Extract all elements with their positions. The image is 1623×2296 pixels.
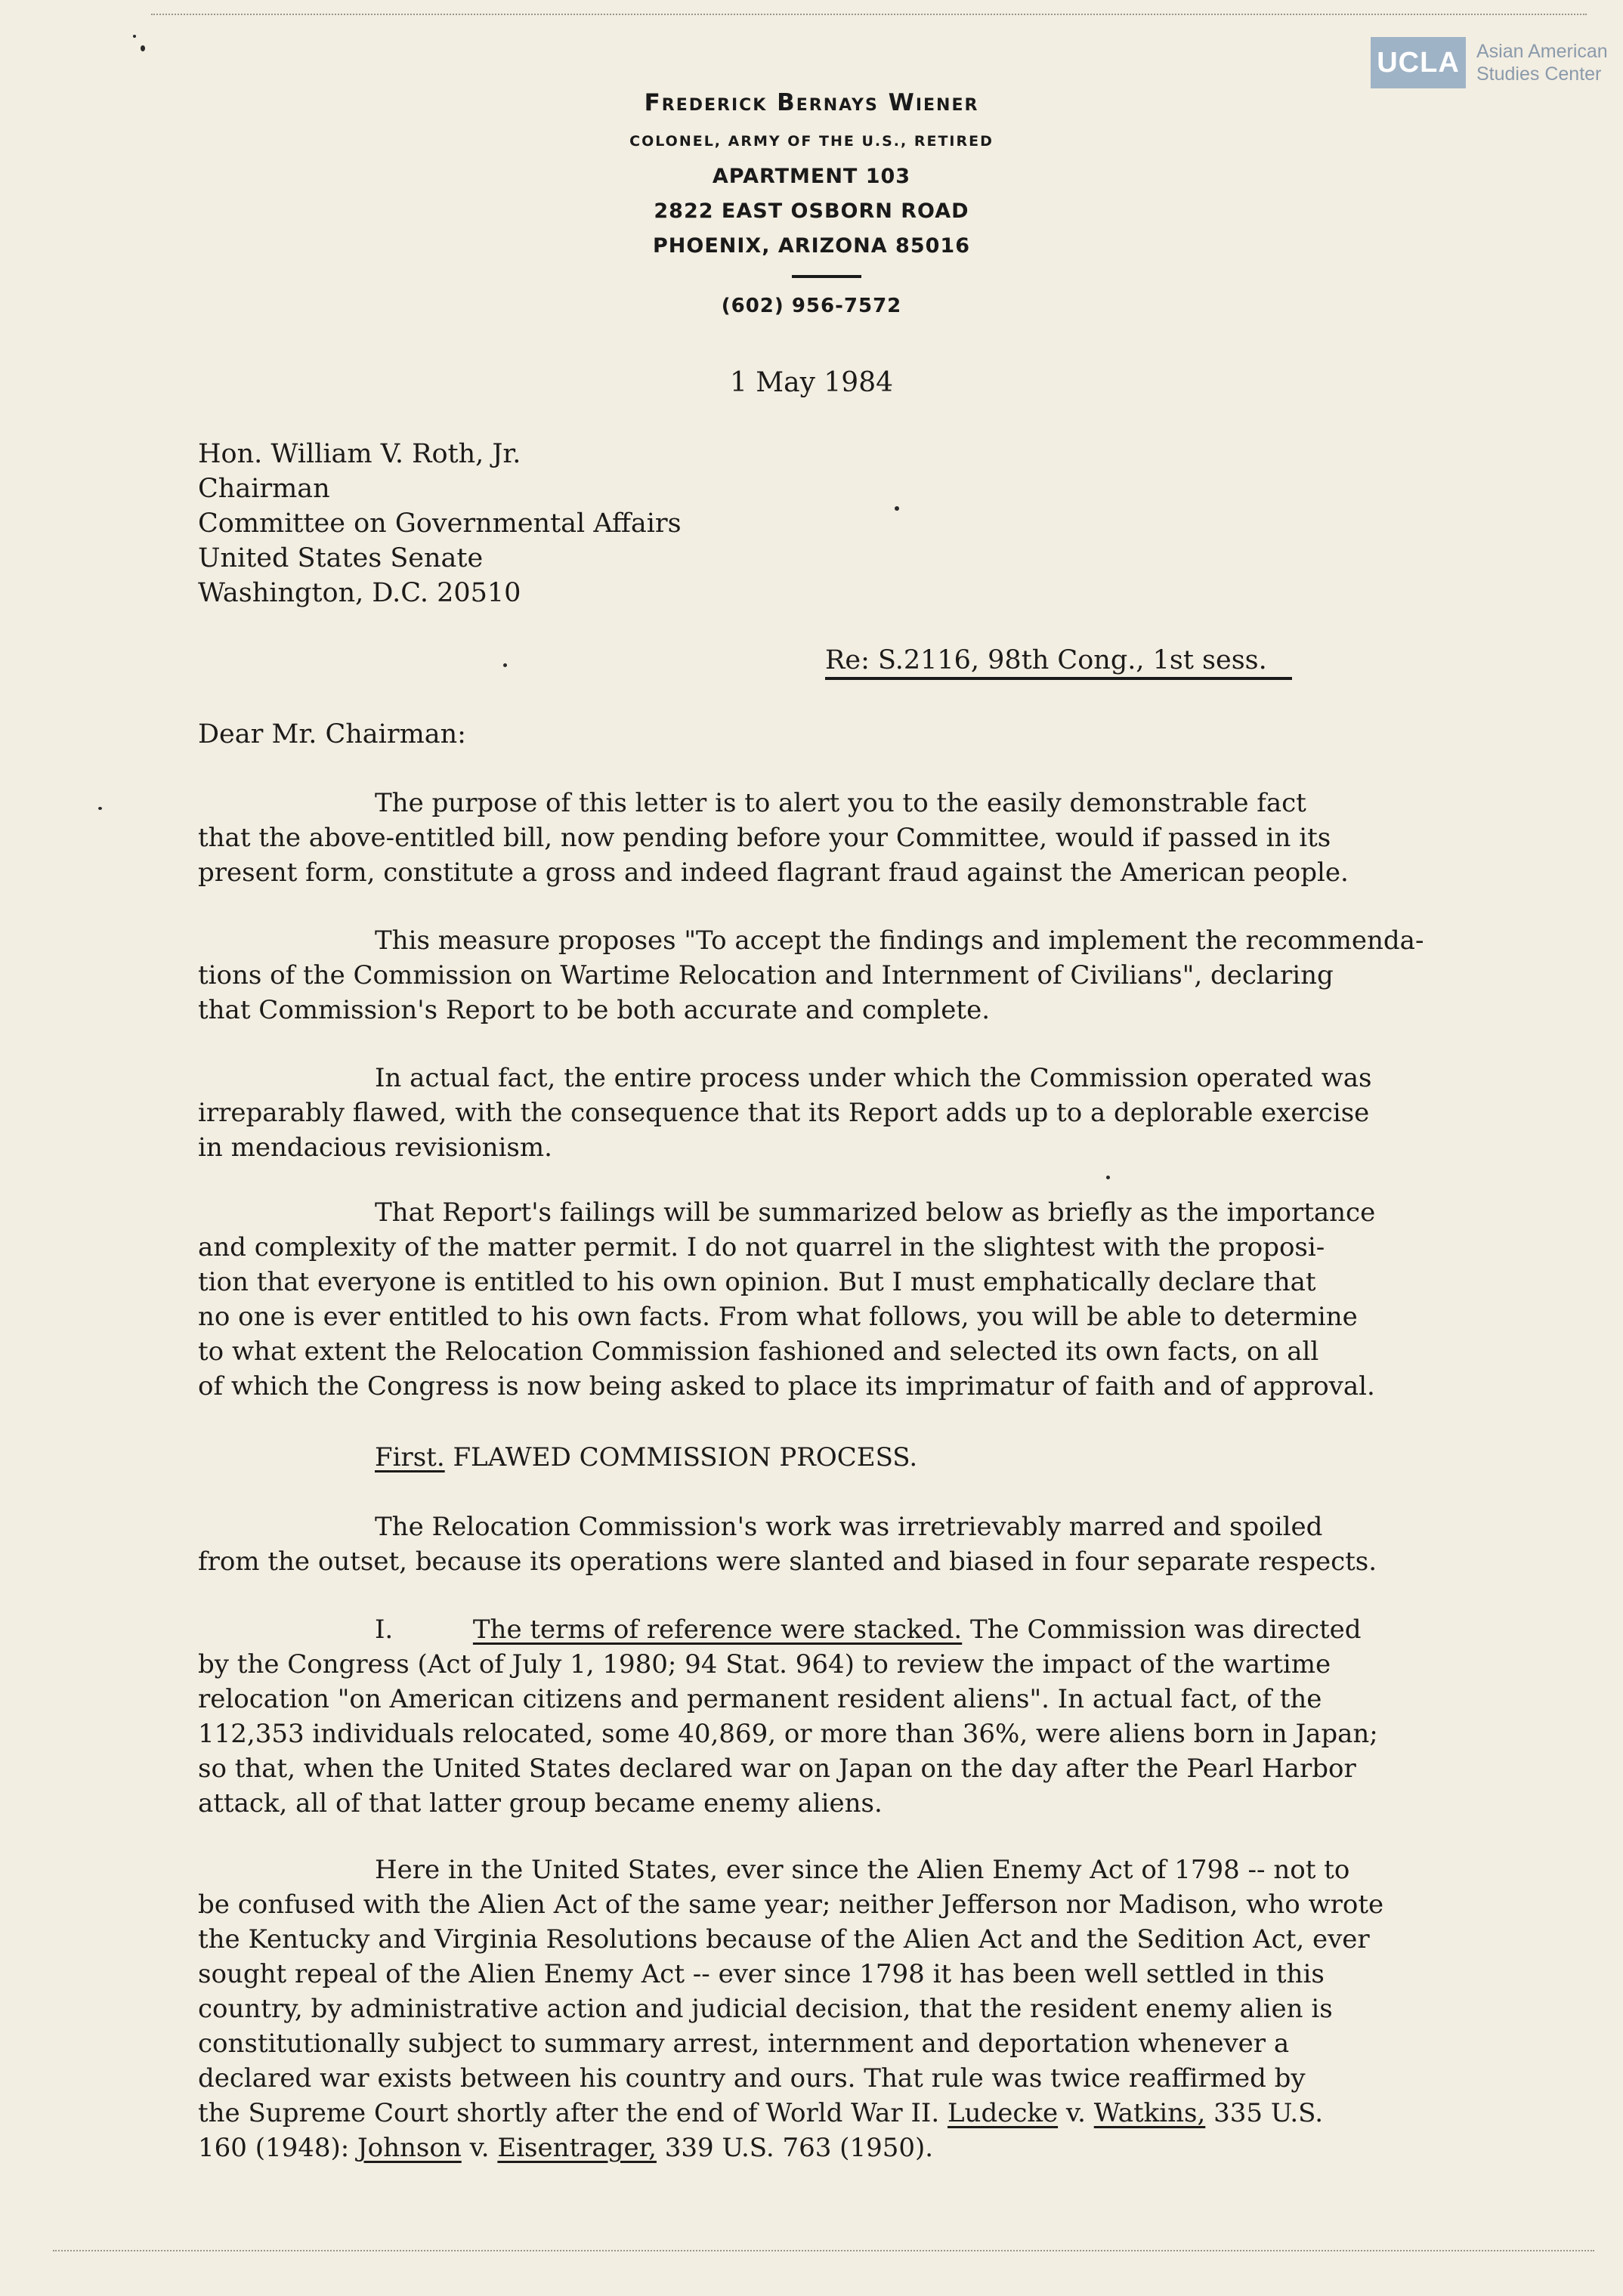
paragraph-alien-enemy-act: Here in the United States, ever since the Alien Enemy Act of 1798 -- not to be confused with the Alien Act of the same year; neither Jefferson nor Madison, who wrote the Kentucky and Virginia Resolutions because of the Alien Act and the Sedition Act, ever sought repeal of the Alien Enemy Act -- ever since 1798 it has been well settled in this country, by administrative action and judicial decision, that the resident enemy alien is constitutionally subject to summary arrest, internment and deportation whenever a declared war exists between his country and ours. That rule was twice reaffirmed by the Supreme Court shortly after the end of World War II. Ludecke v. Watkins, 335 U.S. 160 (1948): Johnson v. Eisentrager, 339 U.S. 763 (1950). bbox=[198, 1855, 1384, 2163]
ucla-logo-mark: UCLA bbox=[1371, 37, 1466, 88]
recipient-address bbox=[198, 437, 682, 610]
scan-speck bbox=[1106, 1176, 1110, 1179]
scan-edge-bottom bbox=[53, 2250, 1594, 2252]
scan-speck bbox=[98, 807, 102, 810]
letter-date: 1 May 1984 bbox=[729, 367, 894, 398]
paragraph-commission-work: The Relocation Commission's work was irretrievably marred and spoiled from the outset, because its operations were slanted and biased in four separate respects. bbox=[198, 1512, 1377, 1577]
address-line: Chairman bbox=[198, 474, 330, 504]
case-name: Watkins, bbox=[1093, 2098, 1206, 2128]
scan-speck bbox=[141, 45, 145, 51]
case-name: Eisentrager, bbox=[497, 2133, 657, 2163]
address-line: Committee on Governmental Affairs bbox=[198, 508, 682, 539]
item-number: I. bbox=[375, 1615, 394, 1645]
paragraph-terms-of-reference: I. The terms of reference were stacked. The Commission was directed by the Congress (Act of July 1, 1980; 94 Stat. 964) to review the impact of the wartime relocation "on American citizens and permanent resident aliens". In actual fact, of the 112,353 individuals relocated, some 40,869, or more than 36%, were aliens born in Japan; so that, when the United States declared war on Japan on the day after the Pearl Harbor attack, all of that latter group became enemy aliens. bbox=[198, 1615, 1378, 1819]
ucla-logo bbox=[1371, 36, 1608, 89]
case-name: Johnson bbox=[357, 2133, 462, 2163]
address-line: Hon. William V. Roth, Jr. bbox=[198, 439, 521, 469]
section-label: First. bbox=[375, 1442, 445, 1472]
letterhead-street: 2822 EAST OSBORN ROAD bbox=[654, 199, 969, 223]
scan-speck bbox=[503, 663, 507, 667]
reference-line: Re: S.2116, 98th Cong., 1st sess. bbox=[825, 645, 1267, 675]
reference-underline bbox=[825, 677, 1292, 680]
letterhead-divider bbox=[792, 275, 861, 278]
scan-speck bbox=[133, 35, 136, 38]
item-heading: The terms of reference were stacked. bbox=[472, 1615, 963, 1645]
paragraph-failings: That Report's failings will be summarized below as briefly as the importance and complexity of the matter permit. I do not quarrel in the slightest with the proposi- tion that everyone is entitled to his own opinion. But I must emphatically declare that no one is ever entitled to his own facts. From what follows, you will be able to determine to what extent the Relocation Commission fashioned and selected its own facts, on all of which the Congress is now being asked to place its imprimatur of faith and of approval. bbox=[198, 1197, 1376, 1401]
address-line: Washington, D.C. 20510 bbox=[198, 578, 521, 608]
section-heading bbox=[198, 1440, 917, 1475]
scan-speck bbox=[895, 506, 899, 511]
section-title: FLAWED COMMISSION PROCESS. bbox=[453, 1442, 918, 1472]
letterhead-name: Frederick Bernays Wiener bbox=[644, 89, 979, 116]
case-name: Ludecke bbox=[947, 2098, 1059, 2128]
salutation: Dear Mr. Chairman: bbox=[198, 719, 466, 749]
paragraph-measure: This measure proposes "To accept the findings and implement the recommenda- tions of the Commission on Wartime Relocation and Internment of Civilians", declaring that Commission's Report to be both accurate and complete. bbox=[198, 926, 1424, 1025]
scan-edge-top bbox=[151, 14, 1587, 16]
letterhead-city: PHOENIX, ARIZONA 85016 bbox=[653, 234, 970, 258]
ucla-logo-text: Asian American Studies Center bbox=[1476, 41, 1608, 85]
paragraph-actual-fact: In actual fact, the entire process under which the Commission operated was irreparably flawed, with the consequence that its Report adds up to a deplorable exercise in mendacious revisionism. bbox=[198, 1063, 1372, 1163]
paragraph-purpose: The purpose of this letter is to alert you to the easily demonstrable fact that the above-entitled bill, now pending before your Committee, would if passed in its present form, constitute a gross and indeed flagrant fraud against the American people. bbox=[198, 788, 1349, 888]
letterhead-rank: COLONEL, ARMY OF THE U.S., RETIRED bbox=[629, 133, 994, 150]
letterhead-apartment: APARTMENT 103 bbox=[712, 165, 911, 188]
address-line: United States Senate bbox=[198, 543, 484, 573]
letterhead-phone: (602) 956-7572 bbox=[721, 295, 902, 317]
